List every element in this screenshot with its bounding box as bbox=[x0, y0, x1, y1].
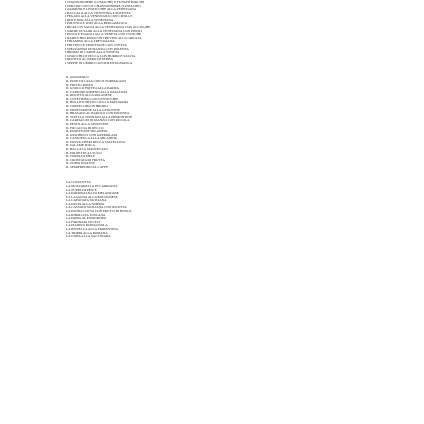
index-entry: I RADICCHIO ROSSO DI TREVISO ALLA GRIGLIA bbox=[65, 36, 142, 40]
index-entry: I POLENTA E OSEI ALLA BERGAMASCA bbox=[65, 22, 128, 26]
index-entry: I FEGATO ALLA VENEZIANA CON CIPOLLE bbox=[65, 15, 133, 19]
index-entry: I PASTA E FAGIOLI ALLA VENETA CON COTICHE bbox=[65, 33, 141, 37]
index-entry: IL BOLLITO MISTO CON LA MOSTARDA bbox=[66, 101, 129, 105]
index-entry: I SEPPIE IN UMIDO CON POLENTA BIANCA bbox=[65, 61, 133, 65]
index-entry: I PORCINI CON LE CHANSONNIERE (LUMACHE) bbox=[65, 4, 141, 8]
index-entry: I BIGOLI IN SALSA ALLA VENEZIANA CON ACCIUGHE bbox=[65, 26, 151, 30]
index-entry: LA PIADINA ROMAGNOLA bbox=[66, 224, 108, 228]
index-entry: I SPEZZATINO DI MANZO CON POLENTA bbox=[65, 47, 129, 51]
index-entry: LA COTOLETTA bbox=[66, 181, 91, 185]
index-entry: IL MINESTRONE ALLA GENOVESE bbox=[66, 108, 121, 112]
index-entry: LA RIBOLLITA TOSCANA bbox=[66, 213, 106, 217]
index-entry: IL GNOCCO FRITTO ALLA PARMA bbox=[66, 87, 119, 91]
index-entry: IL SEMIFREDDO AL CAFFÈ bbox=[66, 165, 109, 169]
index-entry: LA CASSATA SICILIANA CON RICOTTA bbox=[66, 206, 127, 210]
index-entry: IL PANE DI CASA CON IL FORMAGGIO bbox=[66, 79, 126, 83]
index-entry: IL FOCACCIA DI RECCO bbox=[66, 126, 104, 130]
index-entry: IL CROSTATA DI FRUTTA bbox=[66, 158, 105, 162]
index-entry: IL PIZZOCCHERI DELLA VALTELLINA bbox=[66, 140, 126, 144]
index-entry: IL OSSOBUCO CON GREMOLATA bbox=[66, 133, 118, 137]
index-entry: LA PARMIGIANA DI MELANZANE bbox=[66, 192, 119, 196]
index-entry: IL VITELLO TONNATO ALLA PIEMONTESE bbox=[66, 115, 133, 119]
index-entry: I SARDE IN SAOR ALLA VENEZIANA CON PINOLI bbox=[65, 29, 143, 33]
index-entry: IL RISOTTO ALLA MILANESE bbox=[66, 94, 112, 98]
index-entry: IL GRANZOLO bbox=[66, 76, 89, 80]
index-entry: IL SALAME D'OCA bbox=[66, 144, 95, 148]
index-entry: I RISOTTO AL NERO DI SEPPIA bbox=[65, 58, 113, 62]
index-entry: LA LASAGNA ALLA BOLOGNESE bbox=[66, 195, 118, 199]
index-entry: LA PAPPA AL POMODORO bbox=[66, 217, 107, 221]
index-entry: IL PANETTONE MILANESE bbox=[66, 130, 108, 134]
index-entry: I BACCALÀ ALLA VICENTINA E POLENTA bbox=[65, 11, 131, 15]
index-entry: IL TORTELLINO IN BRODO bbox=[66, 105, 108, 109]
index-entry: IL CAPPONE RIPIENO ALLA NATALIZIA bbox=[66, 90, 128, 94]
index-entry: I ZAMPONI E LENTICCHIE ALLA VENEZIANA bbox=[65, 8, 137, 12]
index-entry: LA PASTA ALLA NORMA bbox=[66, 202, 105, 206]
index-entry: LA BISTECCA ALLA FIORENTINA bbox=[66, 227, 119, 231]
index-entry: I BRODO DI CARNE ALLA VENETA bbox=[65, 51, 120, 55]
index-entry: I CHANSONNIERE (LUMACHE) E FUNGHI PORCINI bbox=[65, 1, 145, 4]
index-entry: LA FARINATA DI CECI bbox=[66, 220, 101, 224]
index-section-1 bbox=[65, 1, 285, 65]
index-entry: LA TRIPPA ALLA ROMANA bbox=[66, 231, 108, 235]
section-spacer bbox=[65, 169, 285, 181]
index-entry: IL CARPACCIO DI MANZO CON RUCOLA bbox=[66, 119, 130, 123]
index-entry: IL ZUPPA INGLESE bbox=[66, 162, 96, 166]
recipe-index bbox=[65, 1, 285, 239]
index-section-3 bbox=[66, 181, 285, 238]
index-entry: I TIRAMISÙ ALLA TREVIGIANA bbox=[65, 40, 115, 44]
index-entry: IL COTECHINO CON LENTICCHIE bbox=[66, 97, 119, 101]
index-entry: IL POLPETTE AL SUGO bbox=[66, 151, 102, 155]
index-entry: IL FRITTO MISTO bbox=[66, 83, 94, 87]
index-entry: LA ZUPPA DI PESCE bbox=[66, 188, 97, 192]
index-entry: I RISI E BISI ALLA VENEZIANA bbox=[65, 18, 114, 22]
index-entry: LA MOZZARELLA IN CARROZZA bbox=[66, 185, 118, 189]
index-entry: IL PESTO ALLA GENOVESE bbox=[66, 122, 109, 126]
index-entry: LA CODA ALLA VACCINARA bbox=[66, 235, 111, 239]
index-entry: I FRITTELLE VENEZIANE CON UVETTA bbox=[65, 43, 127, 47]
index-entry: LA PANNA COTTA CON FRUTTI DI BOSCO bbox=[66, 210, 132, 214]
index-entry: IL CASSOEULA ALLA MILANESE bbox=[66, 137, 118, 141]
index-entry: LA CAPONATA SICILIANA bbox=[66, 199, 107, 203]
index-entry: IL TORTA DI MELE bbox=[66, 155, 95, 159]
index-entry: IL BRASATO AL BAROLO CON POLENTA bbox=[66, 112, 130, 116]
section-spacer bbox=[65, 65, 285, 76]
index-entry: IL BACCALÀ MANTECATO bbox=[66, 147, 108, 151]
index-section-2 bbox=[66, 76, 285, 169]
index-entry: I GNOCCHI DI ZUCCA CON BURRO E SALVIA bbox=[65, 54, 136, 58]
